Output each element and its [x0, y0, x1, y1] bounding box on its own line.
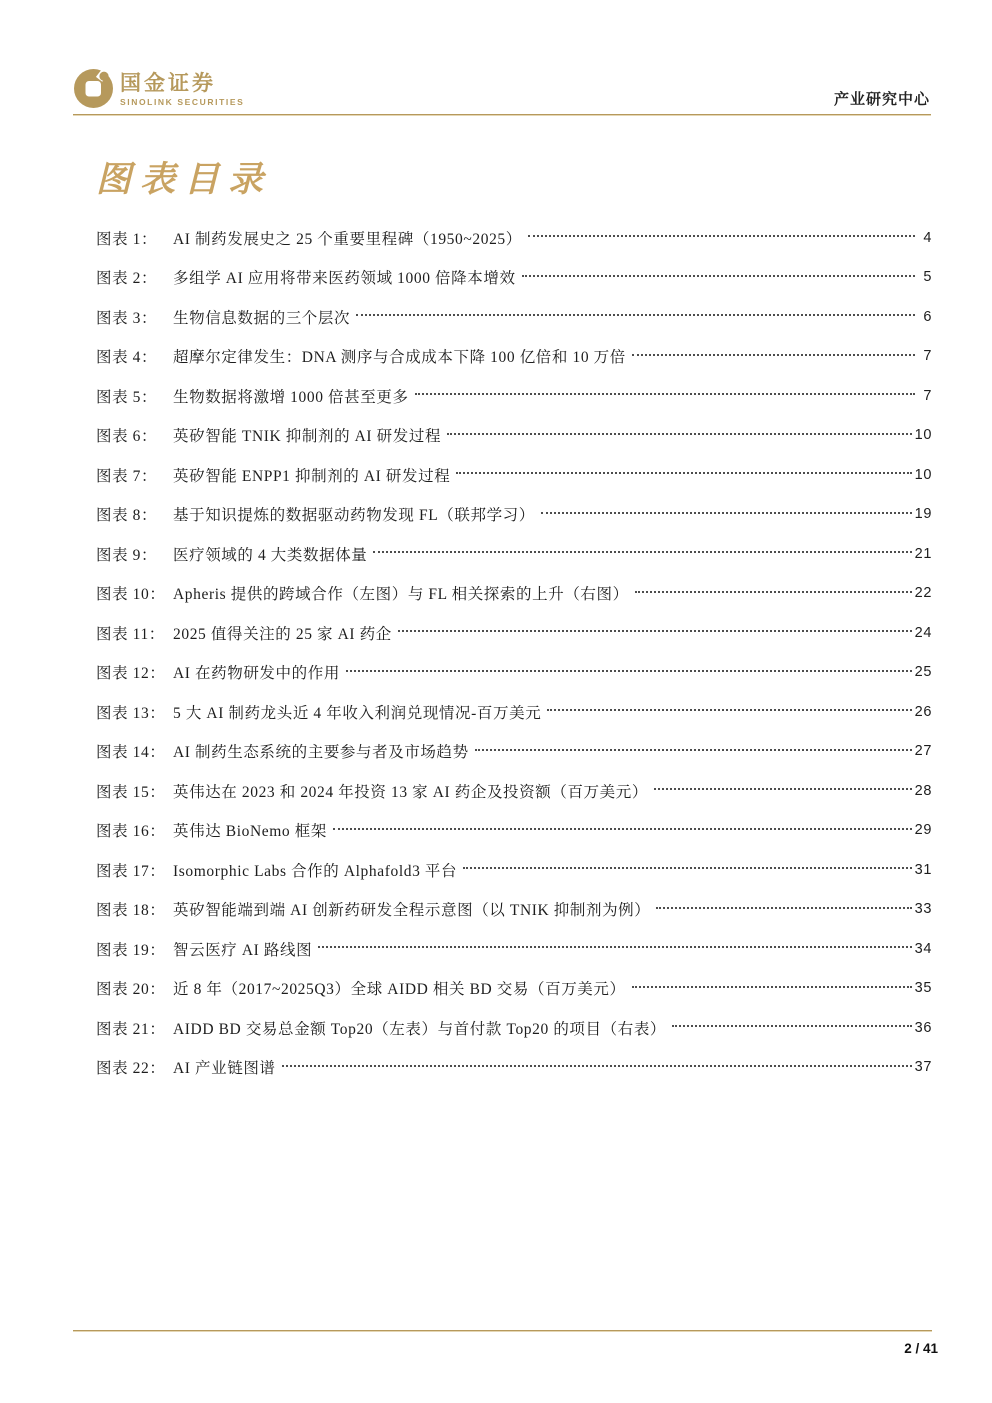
toc-entry-title: AI 产业链图谱 — [173, 1060, 276, 1078]
toc-entry[interactable] — [96, 495, 932, 535]
toc-dot-leader — [547, 709, 911, 711]
toc-entry-title: 英伟达在 2023 和 2024 年投资 13 家 AI 药企及投资额（百万美元） — [173, 783, 648, 801]
footer-page-indicator: 2 / 41 — [904, 1341, 938, 1356]
toc-entry-label: 图表 18： — [96, 902, 166, 920]
toc-entry[interactable] — [96, 1048, 932, 1088]
toc-entry-label: 图表 1： — [96, 230, 158, 248]
toc-entry-title: 2025 值得关注的 25 家 AI 药企 — [173, 625, 392, 643]
toc-dot-leader — [415, 393, 915, 395]
toc-entry-page-number: 36 — [914, 1019, 932, 1036]
toc-entry-label: 图表 3： — [96, 309, 158, 327]
toc-entry[interactable] — [96, 890, 932, 930]
toc-dot-leader — [672, 1025, 912, 1027]
toc-entry-page-number: 37 — [914, 1059, 932, 1076]
toc-entry[interactable] — [96, 574, 932, 614]
toc-entry-title: Apheris 提供的跨域合作（左图）与 FL 相关探索的上升（右图） — [173, 586, 629, 604]
toc-dot-leader — [632, 986, 912, 988]
toc-entry-title: 医疗领域的 4 大类数据体量 — [173, 546, 368, 564]
toc-entry-label: 图表 6： — [96, 428, 158, 446]
toc-dot-leader — [635, 591, 912, 593]
toc-entry[interactable] — [96, 1008, 932, 1048]
toc-dot-leader — [373, 551, 911, 553]
toc-entry-page-number: 24 — [914, 624, 932, 641]
header-divider — [73, 114, 931, 116]
toc-entry-title: 超摩尔定律发生：DNA 测序与合成成本下降 100 亿倍和 10 万倍 — [173, 349, 626, 367]
toc-entry[interactable] — [96, 337, 932, 377]
toc-entry-title: AIDD BD 交易总金额 Top20（左表）与首付款 Top20 的项目（右表） — [173, 1020, 667, 1038]
toc-entry-title: 英矽智能端到端 AI 创新药研发全程示意图（以 TNIK 抑制剂为例） — [173, 902, 651, 920]
toc-entry[interactable] — [96, 653, 932, 693]
toc-dot-leader — [318, 946, 911, 948]
toc-entry-page-number: 25 — [914, 664, 932, 681]
toc-entry-label: 图表 11： — [96, 625, 165, 643]
toc-entry[interactable] — [96, 850, 932, 890]
toc-entry-page-number: 7 — [923, 348, 932, 365]
toc-entry[interactable] — [96, 416, 932, 456]
toc-entry-title: 5 大 AI 制药龙头近 4 年收入利润兑现情况-百万美元 — [173, 704, 542, 722]
toc-entry-label: 图表 22： — [96, 1060, 166, 1078]
toc-dot-leader — [522, 275, 915, 277]
toc-entry-label: 图表 10： — [96, 586, 166, 604]
toc-entry-title: 英伟达 BioNemo 框架 — [173, 823, 327, 841]
toc-entry-label: 图表 15： — [96, 783, 166, 801]
toc-entry-label: 图表 5： — [96, 388, 158, 406]
toc-dot-leader — [656, 907, 911, 909]
toc-entry[interactable] — [96, 811, 932, 851]
toc-entry-page-number: 10 — [914, 466, 932, 483]
toc-dot-leader — [475, 749, 912, 751]
toc-entry-title: AI 在药物研发中的作用 — [173, 665, 340, 683]
toc-entry-title: 多组学 AI 应用将带来医药领域 1000 倍降本增效 — [173, 270, 516, 288]
footer-divider — [73, 1330, 932, 1332]
toc-entry[interactable] — [96, 455, 932, 495]
toc-dot-leader — [333, 828, 912, 830]
toc-entry[interactable] — [96, 969, 932, 1009]
toc-entry-page-number: 35 — [914, 980, 932, 997]
toc-entry[interactable] — [96, 534, 932, 574]
toc-entry-page-number: 10 — [914, 427, 932, 444]
toc-entry[interactable] — [96, 929, 932, 969]
toc-dot-leader — [447, 433, 912, 435]
toc-entry-page-number: 4 — [923, 229, 932, 246]
toc-entry-label: 图表 4： — [96, 349, 158, 367]
sinolink-logo — [74, 69, 244, 108]
toc-entry[interactable] — [96, 218, 932, 258]
toc-dot-leader — [356, 314, 915, 316]
toc-entry[interactable] — [96, 258, 932, 298]
toc-entry-title: Isomorphic Labs 合作的 Alphafold3 平台 — [173, 862, 458, 880]
toc-entry-page-number: 34 — [914, 940, 932, 957]
toc-entry-title: 英矽智能 TNIK 抑制剂的 AI 研发过程 — [173, 428, 442, 446]
toc-entry[interactable] — [96, 732, 932, 772]
toc-entry-title: AI 制药发展史之 25 个重要里程碑（1950~2025） — [173, 230, 522, 248]
toc-entry-page-number: 33 — [914, 901, 932, 918]
figure-toc-list — [96, 218, 932, 1087]
toc-entry-page-number: 27 — [914, 743, 932, 760]
toc-entry-page-number: 31 — [914, 861, 932, 878]
toc-entry-page-number: 22 — [914, 585, 932, 602]
toc-entry-label: 图表 9： — [96, 546, 158, 564]
toc-entry-title: 智云医疗 AI 路线图 — [173, 941, 313, 959]
toc-entry-label: 图表 7： — [96, 467, 158, 485]
toc-entry-label: 图表 21： — [96, 1020, 166, 1038]
toc-entry-label: 图表 20： — [96, 981, 166, 999]
toc-entry-label: 图表 13： — [96, 704, 166, 722]
toc-entry-label: 图表 8： — [96, 507, 158, 525]
toc-entry-title: 近 8 年（2017~2025Q3）全球 AIDD 相关 BD 交易（百万美元） — [173, 981, 626, 999]
toc-dot-leader — [463, 867, 912, 869]
toc-dot-leader — [346, 670, 912, 672]
toc-entry-label: 图表 19： — [96, 941, 166, 959]
toc-entry-page-number: 21 — [914, 545, 932, 562]
logo-text-block — [120, 69, 244, 107]
toc-entry-title: 生物信息数据的三个层次 — [173, 309, 351, 327]
toc-entry[interactable] — [96, 771, 932, 811]
toc-entry-title: 生物数据将激增 1000 倍甚至更多 — [173, 388, 409, 406]
toc-entry-label: 图表 16： — [96, 823, 166, 841]
brand-name-cn: 国金证券 — [120, 72, 216, 95]
toc-dot-leader — [654, 788, 912, 790]
toc-entry[interactable] — [96, 376, 932, 416]
toc-entry-page-number: 28 — [914, 782, 932, 799]
toc-entry-page-number: 19 — [914, 506, 932, 523]
toc-entry-title: 基于知识提炼的数据驱动药物发现 FL（联邦学习） — [173, 507, 535, 525]
toc-entry-title: 英矽智能 ENPP1 抑制剂的 AI 研发过程 — [173, 467, 451, 485]
toc-entry-label: 图表 17： — [96, 862, 166, 880]
toc-entry[interactable] — [96, 613, 932, 653]
header-department-label: 产业研究中心 — [833, 92, 930, 108]
toc-entry-title: AI 制药生态系统的主要参与者及市场趋势 — [173, 744, 469, 762]
toc-entry-page-number: 7 — [923, 387, 932, 404]
toc-entry-page-number: 5 — [923, 269, 932, 286]
sinolink-logo-icon — [74, 69, 113, 108]
toc-entry-page-number: 29 — [914, 822, 932, 839]
page-title: 图表目录 — [96, 160, 273, 199]
toc-entry-label: 图表 2： — [96, 270, 158, 288]
toc-entry[interactable] — [96, 297, 932, 337]
toc-dot-leader — [632, 354, 915, 356]
toc-entry-label: 图表 14： — [96, 744, 166, 762]
toc-entry-label: 图表 12： — [96, 665, 166, 683]
toc-entry-page-number: 6 — [923, 308, 932, 325]
toc-dot-leader — [456, 472, 911, 474]
brand-name-en: SINOLINK SECURITIES — [120, 97, 245, 107]
toc-dot-leader — [398, 630, 912, 632]
toc-dot-leader — [541, 512, 912, 514]
toc-dot-leader — [282, 1065, 912, 1067]
toc-dot-leader — [528, 235, 915, 237]
toc-entry-page-number: 26 — [914, 703, 932, 720]
toc-entry[interactable] — [96, 692, 932, 732]
